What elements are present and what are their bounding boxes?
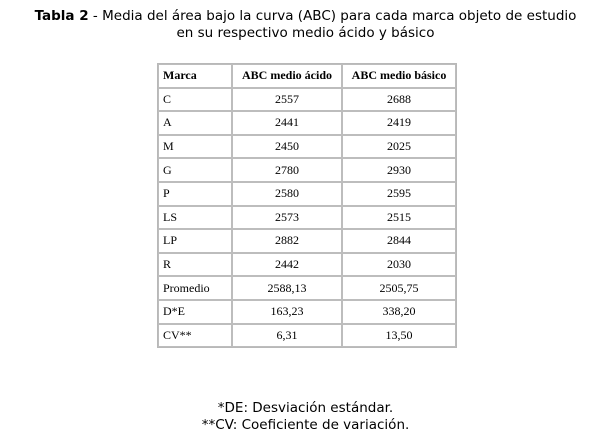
cell-abc-acido: 2442 [232, 253, 342, 277]
cell-abc-basico: 2025 [342, 135, 456, 159]
caption-line-1 [0, 8, 611, 25]
table-row [158, 135, 456, 159]
cell-abc-acido: 2450 [232, 135, 342, 159]
caption-separator: - [88, 8, 103, 24]
cell-abc-acido: 2557 [232, 88, 342, 112]
cell-abc-basico: 338,20 [342, 300, 456, 324]
footnote-cv: **CV: Coeficiente de variación. [201, 417, 410, 433]
header-marca: Marca [158, 64, 232, 88]
cell-abc-basico: 2030 [342, 253, 456, 277]
table-row-cv [158, 324, 456, 348]
cell-abc-basico: 2419 [342, 111, 456, 135]
cell-marca: LP [158, 229, 232, 253]
table-row [158, 158, 456, 182]
cell-abc-acido: 2780 [232, 158, 342, 182]
cell-marca: D*E [158, 300, 232, 324]
table-row-de [158, 300, 456, 324]
table-row [158, 111, 456, 135]
header-abc-basico: ABC medio básico [342, 64, 456, 88]
table-header-row [158, 64, 456, 88]
cell-abc-acido: 6,31 [232, 324, 342, 348]
cell-marca: R [158, 253, 232, 277]
table-caption [0, 8, 611, 42]
cell-abc-basico: 2930 [342, 158, 456, 182]
cell-marca: CV** [158, 324, 232, 348]
cell-abc-acido: 2588,13 [232, 276, 342, 300]
table-row [158, 206, 456, 230]
cell-marca: G [158, 158, 232, 182]
table-row [158, 88, 456, 112]
cell-abc-basico: 2688 [342, 88, 456, 112]
cell-marca: LS [158, 206, 232, 230]
table-row [158, 229, 456, 253]
header-abc-acido: ABC medio ácido [232, 64, 342, 88]
cell-abc-acido: 163,23 [232, 300, 342, 324]
cell-abc-acido: 2882 [232, 229, 342, 253]
cell-marca: Promedio [158, 276, 232, 300]
table-row [158, 182, 456, 206]
cell-abc-basico: 13,50 [342, 324, 456, 348]
table-row [158, 253, 456, 277]
caption-label: Tabla 2 [34, 8, 89, 24]
table-row-promedio [158, 276, 456, 300]
cell-abc-basico: 2844 [342, 229, 456, 253]
cell-marca: C [158, 88, 232, 112]
table-footnotes [0, 400, 611, 434]
cell-abc-acido: 2441 [232, 111, 342, 135]
cell-marca: A [158, 111, 232, 135]
cell-abc-acido: 2573 [232, 206, 342, 230]
data-table [157, 63, 457, 348]
cell-abc-acido: 2580 [232, 182, 342, 206]
cell-abc-basico: 2515 [342, 206, 456, 230]
cell-marca: P [158, 182, 232, 206]
footnote-de: *DE: Desviación estándar. [217, 400, 394, 416]
cell-marca: M [158, 135, 232, 159]
caption-line-2: en su respectivo medio ácido y básico [176, 25, 435, 41]
caption-title: Media del área bajo la curva (ABC) para cada marca objeto de estudio [102, 8, 577, 24]
cell-abc-basico: 2505,75 [342, 276, 456, 300]
cell-abc-basico: 2595 [342, 182, 456, 206]
